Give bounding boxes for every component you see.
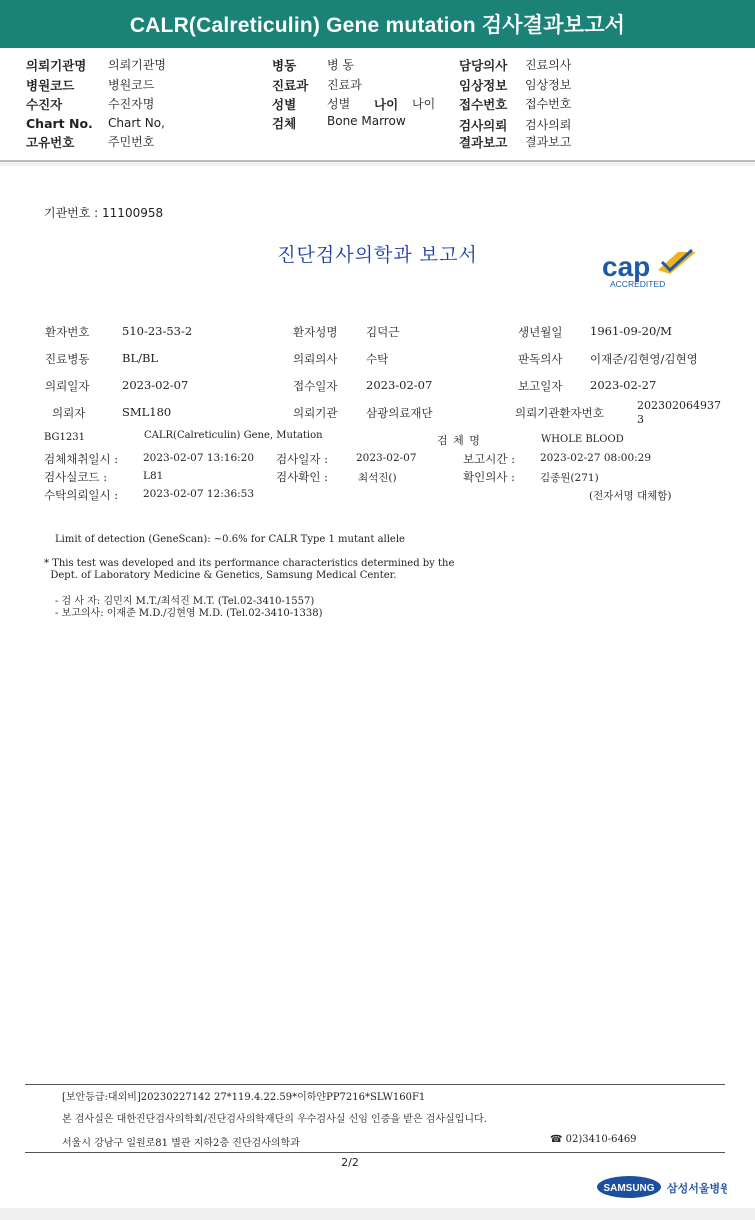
lab-code-value: L81 (143, 470, 164, 482)
header-value-patient: 수진자명 (108, 97, 155, 111)
header-label-patient: 수진자 (26, 97, 63, 112)
header-label-request: 검사의뢰 (459, 118, 508, 133)
reporter-line: - 보고의사: 이재준 M.D./김현영 M.D. (Tel.02-3410-1338) (55, 608, 323, 619)
report-time-label: 보고시간 : (463, 452, 515, 466)
footer-divider-top (25, 1084, 725, 1085)
header-label-unique-no: 고유번호 (26, 135, 75, 150)
specimen-value: WHOLE BLOOD (541, 434, 624, 445)
institution-number: 기관번호 : 11100958 (44, 206, 164, 220)
institution-label: 의뢰기관 (293, 406, 338, 420)
patient-name-value: 김덕근 (366, 325, 400, 339)
header-label-clinical-info: 임상정보 (459, 78, 508, 93)
collect-value: 2023-02-07 13:16:20 (143, 452, 255, 464)
birthdate-label: 생년월일 (518, 325, 563, 339)
test-name: CALR(Calreticulin) Gene, Mutation (144, 430, 323, 441)
birthdate-value: 1961-09-20/M (590, 324, 672, 338)
hospital-name-text: 삼성서울병원 (667, 1182, 727, 1195)
confirm-value: 최석진() (358, 472, 397, 484)
consign-label: 수탁의뢰일시 : (44, 488, 119, 502)
header-value-hospital-code: 병원코드 (108, 78, 155, 92)
request-date-label: 의뢰일자 (45, 379, 90, 393)
header-label-result: 결과보고 (459, 135, 508, 150)
header-label-receipt-no: 접수번호 (459, 97, 508, 112)
certification-line: 본 검사실은 대한진단검사의학회/진단검사의학재단의 우수검사실 신임 인증을 받은 검사실입니다. (62, 1114, 487, 1125)
header-value-physician: 진료의사 (525, 58, 572, 72)
ward-value: BL/BL (122, 351, 159, 365)
test-date-value: 2023-02-07 (356, 452, 417, 464)
samsung-logo-text: SAMSUNG (603, 1183, 655, 1194)
collect-label: 검체채취일시 : (44, 452, 119, 466)
header-label-institution: 의뢰기관명 (26, 58, 87, 73)
requester-value: SML180 (122, 405, 172, 419)
cap-accredited-text: ACCREDITED (610, 279, 666, 289)
header-label-age: 나이 (374, 97, 399, 112)
specimen-label: 검 체 명 (437, 434, 481, 447)
phone-line: ☎ 02)3410-6469 (550, 1134, 637, 1145)
report-title: CALR(Calreticulin) Gene mutation 검사결과보고서 (129, 14, 626, 37)
lab-code-label: 검사실코드 : (44, 470, 108, 484)
confirm-doctor-label: 확인의사 : (463, 470, 515, 484)
receipt-date-label: 접수일자 (293, 379, 338, 393)
inst-patient-no-label: 의뢰기관환자번호 (515, 406, 604, 420)
header-value-age: 나이 (412, 97, 436, 111)
report-date-value: 2023-02-27 (590, 378, 657, 392)
footer-divider-bottom (25, 1152, 725, 1153)
cap-accredited-logo (600, 248, 700, 290)
header-info-panel (0, 48, 755, 162)
consign-value: 2023-02-07 12:36:53 (143, 488, 255, 500)
report-title-bar (0, 0, 755, 48)
requesting-doctor-value: 수탁 (366, 352, 389, 366)
test-code: BG1231 (44, 432, 85, 443)
patient-no-value: 510-23-53-2 (122, 324, 193, 338)
limit-of-detection: Limit of detection (GeneScan): ~0.6% for CALR Type 1 mutant allele (55, 534, 405, 545)
tester-line: - 검 사 자: 김민지 M.T./최석진 M.T. (Tel.02-3410-1557) (55, 596, 315, 607)
institution-value: 삼광의료재단 (366, 406, 433, 420)
header-value-receipt-no: 접수번호 (525, 97, 572, 111)
samsung-hospital-logo (597, 1174, 727, 1200)
header-value-sex: 성별 (327, 97, 351, 111)
header-value-department: 진료과 (327, 78, 362, 92)
ward-label: 진료병동 (45, 352, 90, 366)
security-line: [보안등급:대외비]20230227142 27*119.4.22.59*이하얀PP7216*SLW160F1 (62, 1092, 426, 1103)
header-value-unique-no: 주민번호 (108, 135, 155, 149)
inst-patient-no-value-cont: 3 (637, 413, 644, 426)
inst-patient-no-value: 202302064937 (637, 399, 721, 412)
requester-label: 의뢰자 (52, 406, 86, 420)
header-value-institution: 의뢰기관명 (108, 58, 166, 72)
patient-name-label: 환자성명 (293, 325, 338, 339)
confirm-doctor-value: 김종원(271) (540, 472, 599, 484)
header-value-request: 검사의뢰 (525, 118, 572, 132)
header-label-ward: 병동 (272, 58, 297, 73)
header-value-clinical-info: 임상정보 (525, 78, 572, 92)
header-value-result: 결과보고 (525, 135, 572, 149)
requesting-doctor-label: 의뢰의사 (293, 352, 338, 366)
e-signature-note: (전자서명 대체함) (589, 490, 672, 502)
header-label-hospital-code: 병원코드 (26, 78, 75, 93)
header-label-specimen: 검체 (272, 116, 297, 131)
report-time-value: 2023-02-27 08:00:29 (540, 452, 652, 464)
report-heading: 진단검사의학과 보고서 (277, 244, 478, 266)
header-label-physician: 담당의사 (459, 58, 508, 73)
page-number: 2/2 (341, 1156, 359, 1169)
receipt-date-value: 2023-02-07 (366, 378, 433, 392)
cap-logo-text: cap (602, 251, 651, 282)
report-paper (0, 166, 755, 1208)
test-date-label: 검사일자 : (276, 452, 328, 466)
reading-doctor-value: 이재준/김현영/김현영 (590, 352, 698, 366)
reading-doctor-label: 판독의사 (518, 352, 563, 366)
report-date-label: 보고일자 (518, 379, 563, 393)
request-date-value: 2023-02-07 (122, 378, 189, 392)
confirm-label: 검사확인 : (276, 470, 328, 484)
address-line: 서울시 강남구 일원로81 별관 지하2층 진단검사의학과 (62, 1138, 300, 1149)
disclaimer-line-2: Dept. of Laboratory Medicine & Genetics, Samsung Medical Center. (44, 570, 397, 581)
header-label-chart-no: Chart No. (26, 116, 93, 131)
header-value-chart-no: Chart No, (108, 116, 165, 130)
patient-no-label: 환자번호 (45, 325, 90, 339)
header-label-department: 진료과 (272, 78, 309, 93)
header-value-ward: 병 동 (327, 58, 354, 72)
header-value-specimen: Bone Marrow (327, 114, 406, 128)
disclaimer-line-1: * This test was developed and its performance characteristics determined by the (44, 558, 455, 569)
header-label-sex: 성별 (272, 97, 297, 112)
